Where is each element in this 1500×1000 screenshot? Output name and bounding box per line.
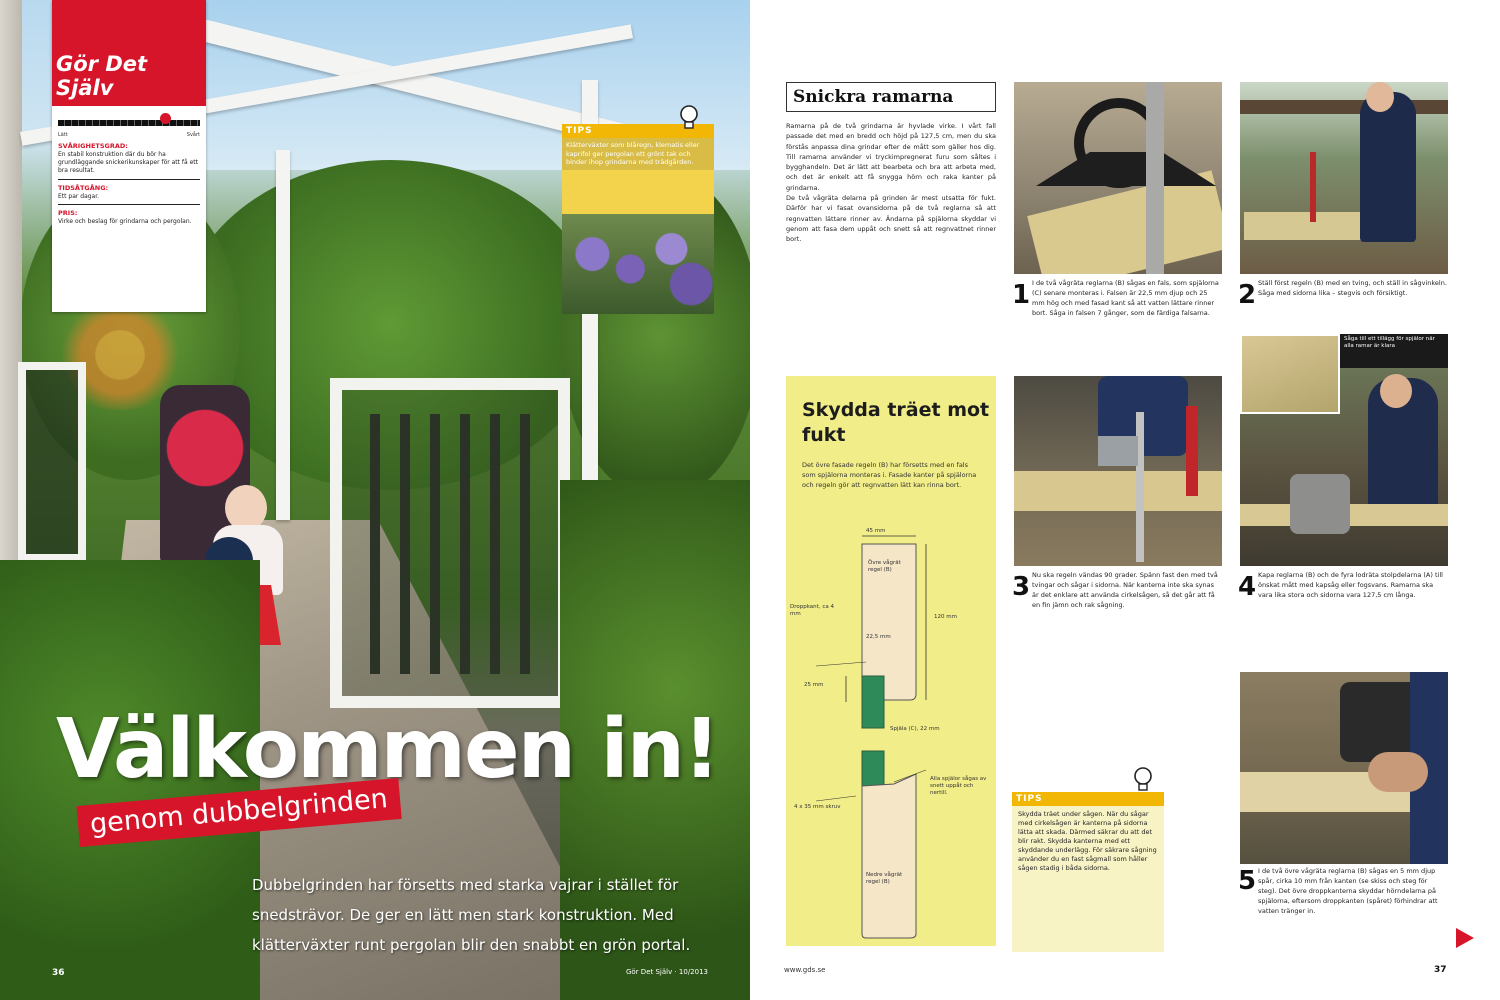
section-title: Snickra ramarna — [786, 82, 996, 112]
step-5-number: 5 — [1238, 866, 1257, 896]
info-text-difficulty: En stabil konstruktion där du bör ha grundläggande snickerikunskaper för att få ett bra resultat. — [58, 151, 198, 175]
tip-box-right — [1012, 792, 1164, 952]
difficulty-low-label: Lätt — [58, 132, 68, 138]
step-5-text: I de två övre vågräta reglarna (B) sågas en 5 mm djup spår, cirka 10 mm från kanten (se skiss och steg för steg). Det övre droppkanterna skyddar hörndelarna på spjälorna, eftersom droppkanten (spåret) förhindrar att vatten tränger in. — [1258, 867, 1438, 915]
diagram-label-drip-groove: Droppkant, ca 4 mm — [790, 604, 834, 617]
diagram-label-width: 45 mm — [866, 528, 886, 534]
step-3-text: Nu ska regeln vändas 90 grader. Spänn fast den med två tvingar och sågar i sidorna. När kanterna inte ska synas är det enklare att använda cirkelsågen, så det går att få en fin jämn och rak sågning. — [1032, 571, 1218, 609]
fact-box — [786, 376, 996, 946]
step-3-number: 3 — [1012, 572, 1031, 602]
lightbulb-icon — [1130, 764, 1156, 794]
step-2-photo — [1240, 82, 1448, 274]
tip-text: Klätterväxter som blåregn, klematis eller kaprifol ger pergolan ett grönt tak och binder ihop grindarna med trädgården. — [562, 138, 714, 170]
step-5-photo — [1240, 672, 1448, 864]
tip-heading: TIPS — [1012, 792, 1164, 806]
diagram-label-slat-note: Alla spjälor sågas av snett uppåt och nertill. — [930, 776, 987, 796]
page-number-right: 37 — [1434, 965, 1447, 975]
diagram-label-depth: 22,5 mm — [866, 634, 891, 640]
fact-box-text: Det övre fasade regeln (B) har försetts med en fals som spjälorna monteras i. Fasade kanter på spjälorna och regeln gör att regnvatten lätt kan rinna bort. — [802, 461, 977, 489]
subheadline: genom dubbelgrinden — [76, 778, 401, 847]
step-2-number: 2 — [1238, 280, 1257, 310]
footer-right: www.gds.se — [784, 966, 826, 974]
step-1-photo — [1014, 82, 1222, 274]
wisteria-photo — [562, 214, 714, 314]
tip-text: Skydda träet under sågen. När du sågar med cirkelsågen är kanterna på sidorna lätta att skada. Därmed säkrar du att det blir rakt. Skydda kanterna med ett skyddande underlägg. För säkrare sågning använder du en fast sågmall som håller sågen stadig i båda sidorna. — [1018, 810, 1157, 872]
step-4-photo — [1240, 334, 1448, 566]
diagram-label-offset: 25 mm — [804, 682, 824, 688]
step-4-photo-caption: Såga till ett tillägg för spjälor när alla ramar är klara — [1344, 336, 1435, 349]
pergola-post-left — [276, 150, 290, 520]
right-gate-leaf — [330, 378, 570, 708]
step-3-photo — [1014, 376, 1222, 566]
intro-text: Dubbelgrinden har försetts med starka vajrar i stället för snedsträvor. De ger en lätt men stark konstruktion. Med klätterväxter runt pergolan blir den snabbt en grön portal. — [252, 876, 691, 954]
body-paragraph: De två vågräta delarna på grinden är mest utsatta för fukt. Därför har vi fasat ovansidorna på de två reglarna så att regnvatten lättare rinner av. Ändarna på spjälorna skyddar vi genom att fasa dem uppåt och snett så att regnvattnet rinner bort. — [786, 194, 996, 244]
step-4-text: Kapa reglarna (B) och de fyra lodräta stolpdelarna (A) till önskat mått med kapsåg eller fogsvans. Ramarna ska vara lika stora och sidorna vara 127,5 cm långa. — [1258, 571, 1443, 599]
step-1-number: 1 — [1012, 280, 1031, 310]
right-page — [750, 0, 1500, 1000]
next-page-arrow-icon — [1456, 928, 1474, 948]
diagram-label-slat: Spjäla (C), 22 mm — [890, 726, 940, 732]
body-paragraph: Ramarna på de två grindarna är hyvlade virke. I vårt fall passade det med en bredd och höjd på 127,5 cm, men du ska förstås anpassa dina grindar efter de mått som gäller hos dig. Till ramarna använder vi tryckimpregnerat furu som såltes i bygghandeln. Det är lätt att bearbeta och bra att arbeta med, och det är enkelt att få snygga hörn och raka kanter på grindarna. — [786, 122, 996, 192]
info-heading-time: TIDSÅTGÅNG: — [58, 183, 109, 192]
brand-title: Gör Det Själv — [52, 0, 206, 106]
step-4-number: 4 — [1238, 572, 1257, 602]
fact-box-title: Skydda träet mot fukt — [802, 399, 990, 446]
lightbulb-icon — [676, 102, 702, 132]
page-number-left: 36 — [52, 968, 65, 978]
info-heading-difficulty: SVÅRIGHETSGRAD: — [58, 142, 128, 150]
info-heading-price: PRIS: — [58, 208, 78, 217]
project-info-box — [52, 0, 206, 312]
diagram-label-upper-rail: Övre vågrät regel (B) — [868, 560, 901, 573]
diagram-label-lower-rail: Nedre vågrät regel (B) — [866, 872, 903, 885]
difficulty-high-label: Svårt — [186, 132, 200, 138]
step-1-text: I de två vågräta reglarna (B) sågas en fals, som spjälorna (C) senare monteras i. Falsen är 22,5 mm djup och 25 mm hög och med fasad kant så att vatten lättare rinner bort. Såga in falsen 7 gånger, som de färdiga falsarna. — [1032, 279, 1219, 317]
info-text-price: Virke och beslag för grindarna och pergolan. — [58, 217, 192, 225]
info-text-time: Ett par dagar. — [58, 192, 100, 200]
body-text — [786, 121, 996, 245]
tip-heading: TIPS — [562, 124, 714, 138]
difficulty-scale — [58, 116, 200, 130]
left-gate-leaf — [18, 362, 86, 562]
diagram-label-height: 120 mm — [934, 614, 957, 620]
headline: Välkommen in! — [56, 702, 719, 797]
step-2-text: Ställ först regeln (B) med en tving, och ställ in sågvinkeln. Såga med sidorna lika – stegvis och försiktigt. — [1258, 279, 1447, 297]
footer-left: Gör Det Själv · 10/2013 — [626, 968, 708, 976]
tip-box-left — [562, 124, 714, 314]
diagram-label-screw: 4 x 35 mm skruv — [794, 804, 841, 810]
